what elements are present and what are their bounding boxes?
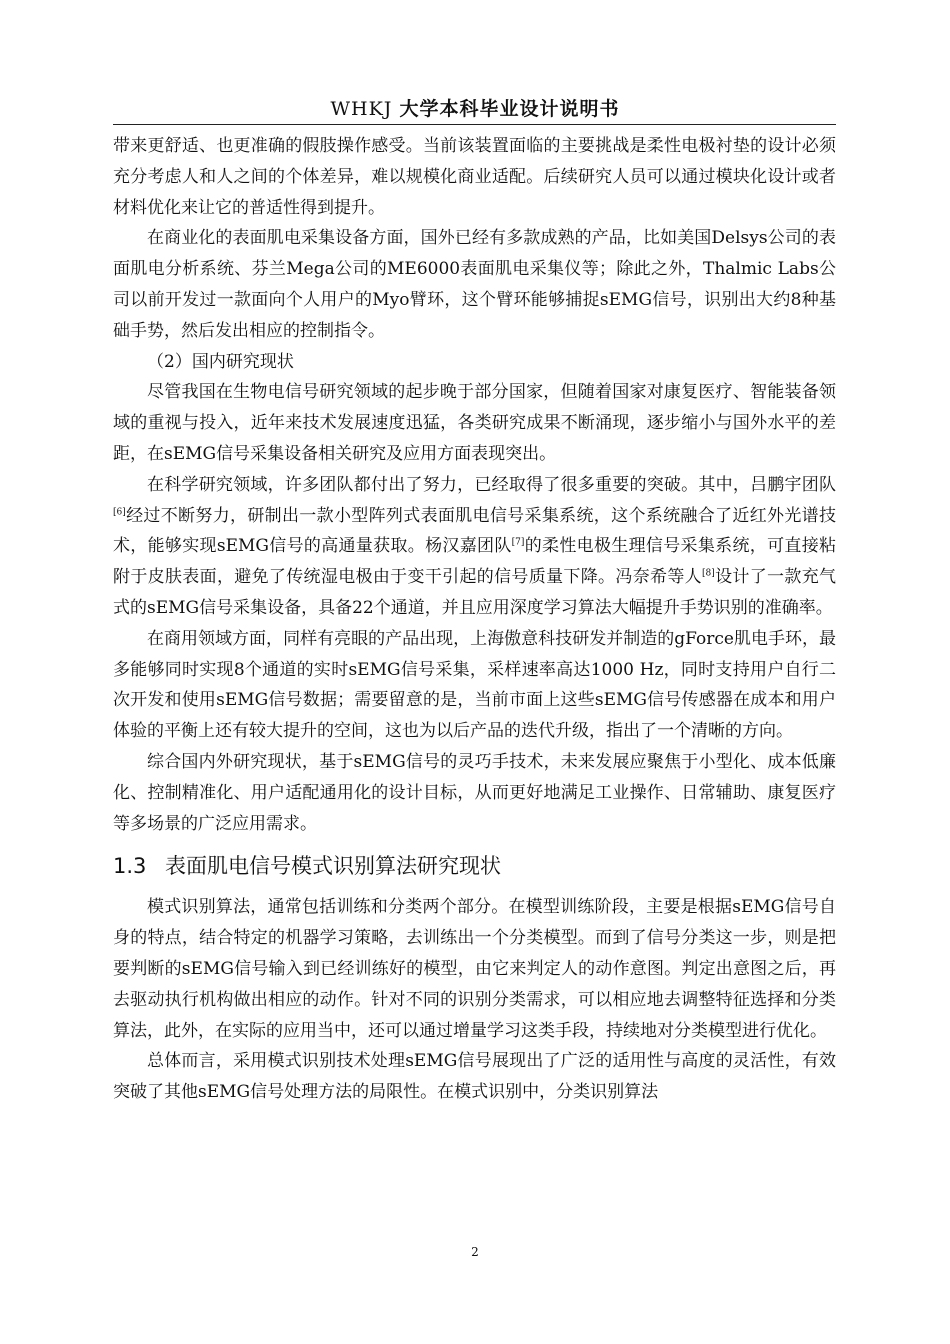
paragraph-commercial-domestic: 在商用领域方面，同样有亮眼的产品出现，上海傲意科技研发并制造的gForce肌电手环，最多能够同时实现8个通道的实时sEMG信号采集，采样速率高达1000 Hz，同时支持用户自行二次开发和使用sEMG信号数据；需要留意的是，当前市面上这些sEMG信号传感器在成本和用户体验的平衡上还有较大提升的空间，这也为以后产品的迭代升级，指出了一个清晰的方向。 xyxy=(113,628,836,742)
header-rule xyxy=(113,124,836,125)
paragraph-foreign-commercial: 在商业化的表面肌电采集设备方面，国外已经有多款成熟的产品，比如美国Delsys公司的表面肌电分析系统、芬兰Mega公司的ME6000表面肌电采集仪等；除此之外，Thalmic Labs公司以前开发过一款面向个人用户的Myo臂环，这个臂环能够捕捉sEMG信号，识别出大约8种基础手势，然后发出相应的控制指令。 xyxy=(113,228,836,341)
text-segment: 设计了一款充气式的sEMG信号采集设备，具备22个通道，并且应用深度学习算法大幅提升手势识别的准确率。 xyxy=(113,567,837,618)
section-heading xyxy=(113,849,836,883)
paragraph-continued: 带来更舒适、也更准确的假肢操作感受。当前该装置面临的主要挑战是柔性电极衬垫的设计必须充分考虑人和人之间的个体差异，难以规模化商业适配。后续研究人员可以通过模块化设计或者材料优化来让它的普适性得到提升。 xyxy=(113,136,836,218)
subheading-domestic-status: （2）国内研究现状 xyxy=(147,351,294,372)
section-title: 表面肌电信号模式识别算法研究现状 xyxy=(165,854,501,879)
text-segment: 经过不断努力，研制出一款小型阵列式表面肌电信号采集系统，这个系统融合了近红外光谱技术，能够实现sEMG信号的高通量获取。杨汉嘉团队 xyxy=(113,505,836,557)
citation-8[interactable]: [8] xyxy=(702,568,715,579)
page-header xyxy=(0,94,950,121)
citation-7[interactable]: [7] xyxy=(511,537,525,548)
paragraph-overall: 总体而言，采用模式识别技术处理sEMG信号展现出了广泛的适用性与高度的灵活性，有效突破了其他sEMG信号处理方法的局限性。在模式识别中，分类识别算法 xyxy=(113,1051,836,1103)
citation-6[interactable]: [6] xyxy=(113,506,126,517)
paragraph-summary: 综合国内外研究现状，基于sEMG信号的灵巧手技术，未来发展应聚焦于小型化、成本低廉化、控制精准化、用户适配通用化的设计目标，从而更好地满足工业操作、日常辅助、康复医疗等多场景的广泛应用需求。 xyxy=(113,751,836,834)
document-body xyxy=(113,131,836,1108)
page-number: 2 xyxy=(471,1245,479,1259)
text-segment: 的柔性电极生理信号采集系统，可直接粘附于皮肤表面，避免了传统湿电极由于变干引起的信号质量下降。冯奈希等人 xyxy=(113,536,837,588)
paragraph-domestic-overview: 尽管我国在生物电信号研究领域的起步晚于部分国家，但随着国家对康复医疗、智能装备领域的重视与投入，近年来技术发展速度迅猛，各类研究成果不断涌现，逐步缩小与国外水平的差距，在sEMG信号采集设备相关研究及应用方面表现突出。 xyxy=(113,382,836,464)
section-number: 1.3 xyxy=(113,854,147,879)
header-title: 大学本科毕业设计说明书 xyxy=(399,98,620,120)
paragraph-pattern-recognition: 模式识别算法，通常包括训练和分类两个部分。在模型训练阶段，主要是根据sEMG信号自身的特点，结合特定的机器学习策略，去训练出一个分类模型。而到了信号分类这一步，则是把要判断的sEMG信号输入到已经训练好的模型，由它来判定人的动作意图。判定出意图之后，再去驱动执行机构做出相应的动作。针对不同的识别分类需求，可以相应地去调整特征选择和分类算法，此外，在实际的应用当中，还可以通过增量学习这类手段，持续地对分类模型进行优化。 xyxy=(113,897,836,1041)
paragraph-scientific-research xyxy=(113,470,836,624)
text-segment: 在科学研究领域，许多团队都付出了努力，已经取得了很多重要的突破。其中，吕鹏宇团队 xyxy=(147,474,836,495)
header-prefix: WHKJ xyxy=(330,98,400,120)
